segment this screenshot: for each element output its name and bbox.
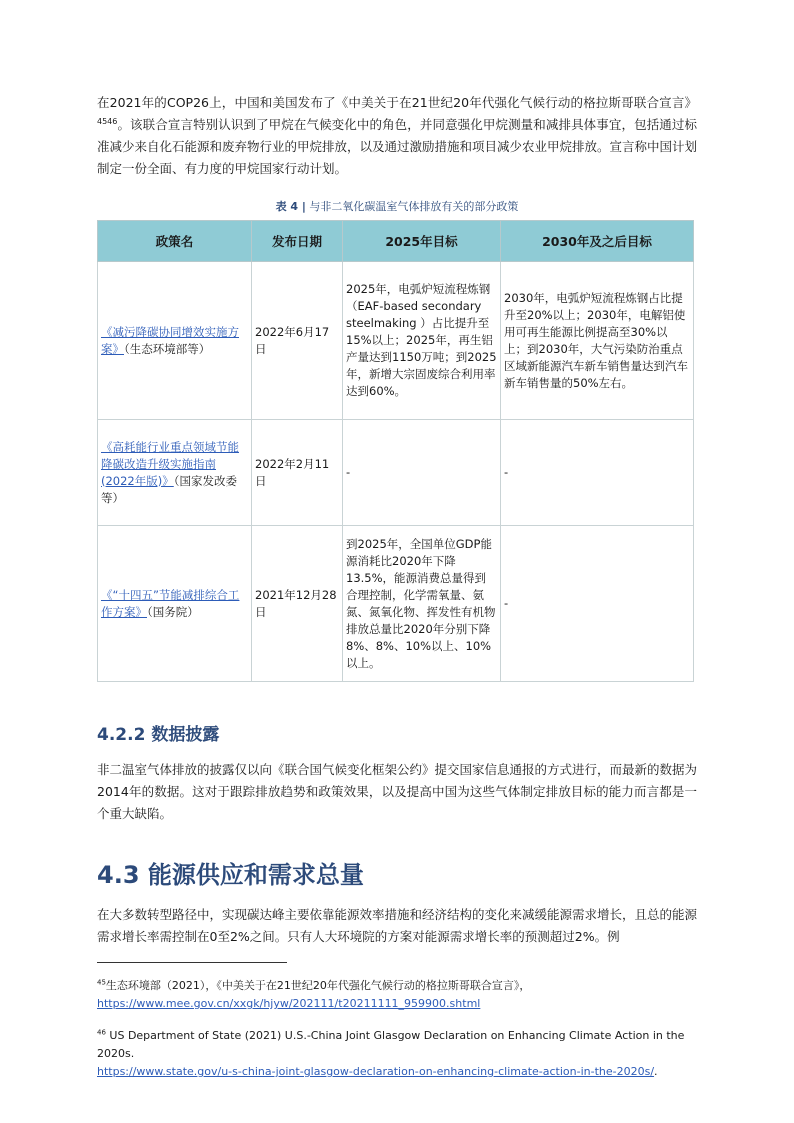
footnote-divider <box>97 962 287 963</box>
column-header-2025: 2025年目标 <box>343 221 501 262</box>
policy-link[interactable]: 《高耗能行业重点领域节能降碳改造升级实施指南(2022年版)》 <box>101 439 239 488</box>
section-4-3-paragraph: 在大多数转型路径中，实现碳达峰主要依靠能源效率措施和经济结构的变化来减缓能源需求增长，且总的能源需求增长率需控制在0至2%之间。只有人大环境院的方案对能源需求增长率的预测超过2%。例 <box>97 907 698 944</box>
footnote-ref[interactable]: 4546 <box>97 116 118 126</box>
target-2030-cell: 2030年，电弧炉短流程炼钢占比提升至20%以上；2030年，电解铝使用可再生能源比例提高至30%以上；到2030年，大气污染防治重点区域新能源汽车新车销售量达到汽车新车销售量的50%左右。 <box>501 262 694 420</box>
section-heading-4-2-2: 4.2.2 数据披露 <box>97 725 220 745</box>
table-header-row <box>98 221 694 262</box>
section-4-2-2-paragraph: 非二温室气体排放的披露仅以向《联合国气候变化框架公约》提交国家信息通报的方式进行，而最新的数据为2014年的数据。这对于跟踪排放趋势和政策效果，以及提高中国为这些气体制定排放目标的能力而言都是一个重大缺陷。 <box>97 762 698 821</box>
footnote-link[interactable]: https://www.mee.gov.cn/xxgk/hjyw/202111/t20211111_959900.shtml <box>97 997 481 1010</box>
table-row <box>98 420 694 526</box>
table-row <box>98 262 694 420</box>
policy-name-cell <box>98 262 252 420</box>
target-2025-cell: 到2025年，全国单位GDP能源消耗比2020年下降13.5%，能源消费总量得到合理控制，化学需氧量、氨氮、氮氧化物、挥发性有机物排放总量比2020年分别下降8%、8%、10%以上、10%以上。 <box>343 526 501 682</box>
footnote-46 <box>97 1027 697 1081</box>
column-header-2030: 2030年及之后目标 <box>501 221 694 262</box>
footnote-number: 46 <box>97 1028 106 1037</box>
footnote-number: 45 <box>97 978 106 987</box>
section-heading-4-3: 4.3 能源供应和需求总量 <box>97 861 364 889</box>
footnote-text: US Department of State (2021) U.S.-China Joint Glasgow Declaration on Enhancing Climate Action in the 2020s. <box>97 1029 685 1060</box>
target-2025-cell: 2025年，电弧炉短流程炼钢（EAF-based secondary steelmaking ）占比提升至15%以上；2025年，再生铝产量达到1150万吨；到2025年，新增大宗固废综合利用率达到60%。 <box>343 262 501 420</box>
policy-name-cell <box>98 420 252 526</box>
policy-link[interactable]: 《减污降碳协同增效实施方案》 <box>101 324 239 356</box>
target-2025-cell: - <box>343 420 501 526</box>
policy-issuer: （国务院） <box>147 604 199 619</box>
footnote-45 <box>97 977 697 1013</box>
intro-paragraph <box>97 92 697 180</box>
target-2030-cell: - <box>501 420 694 526</box>
table-caption-label: 表 4 | <box>275 200 306 213</box>
policy-name-cell <box>98 526 252 682</box>
column-header-date: 发布日期 <box>252 221 343 262</box>
column-header-policy: 政策名 <box>98 221 252 262</box>
footnote-text: 生态环境部（2021），《中美关于在21世纪20年代强化气候行动的格拉斯哥联合宣言》， <box>105 979 531 992</box>
intro-text: 在2021年的COP26上，中国和美国发布了《中美关于在21世纪20年代强化气候行动的格拉斯哥联合宣言》 <box>97 95 697 110</box>
date-cell: 2021年12月28日 <box>252 526 343 682</box>
table-caption <box>97 198 697 214</box>
date-cell: 2022年2月11日 <box>252 420 343 526</box>
policy-table <box>97 220 694 682</box>
document-page <box>97 92 697 1095</box>
date-cell: 2022年6月17日 <box>252 262 343 420</box>
policy-link[interactable]: 《“十四五”节能减排综合工作方案》 <box>101 587 240 619</box>
policy-issuer: （国家发改委等） <box>101 473 237 505</box>
footnote-link[interactable]: https://www.state.gov/u-s-china-joint-glasgow-declaration-on-enhancing-climate-action-in-the-2020s/ <box>97 1065 655 1078</box>
policy-issuer: （生态环境部等） <box>124 341 211 356</box>
target-2030-cell: - <box>501 526 694 682</box>
table-caption-text: 与非二氧化碳温室气体排放有关的部分政策 <box>305 200 519 213</box>
intro-text-cont: 。该联合宣言特别认识到了甲烷在气候变化中的角色，并同意强化甲烷测量和减排具体事宜，包括通过标准减少来自化石能源和废弃物行业的甲烷排放，以及通过激励措施和项目减少农业甲烷排放。宣言称中国计划制定一份全面、有力度的甲烷国家行动计划。 <box>97 117 698 176</box>
footnote-trailing: . <box>654 1065 658 1078</box>
table-row <box>98 526 694 682</box>
